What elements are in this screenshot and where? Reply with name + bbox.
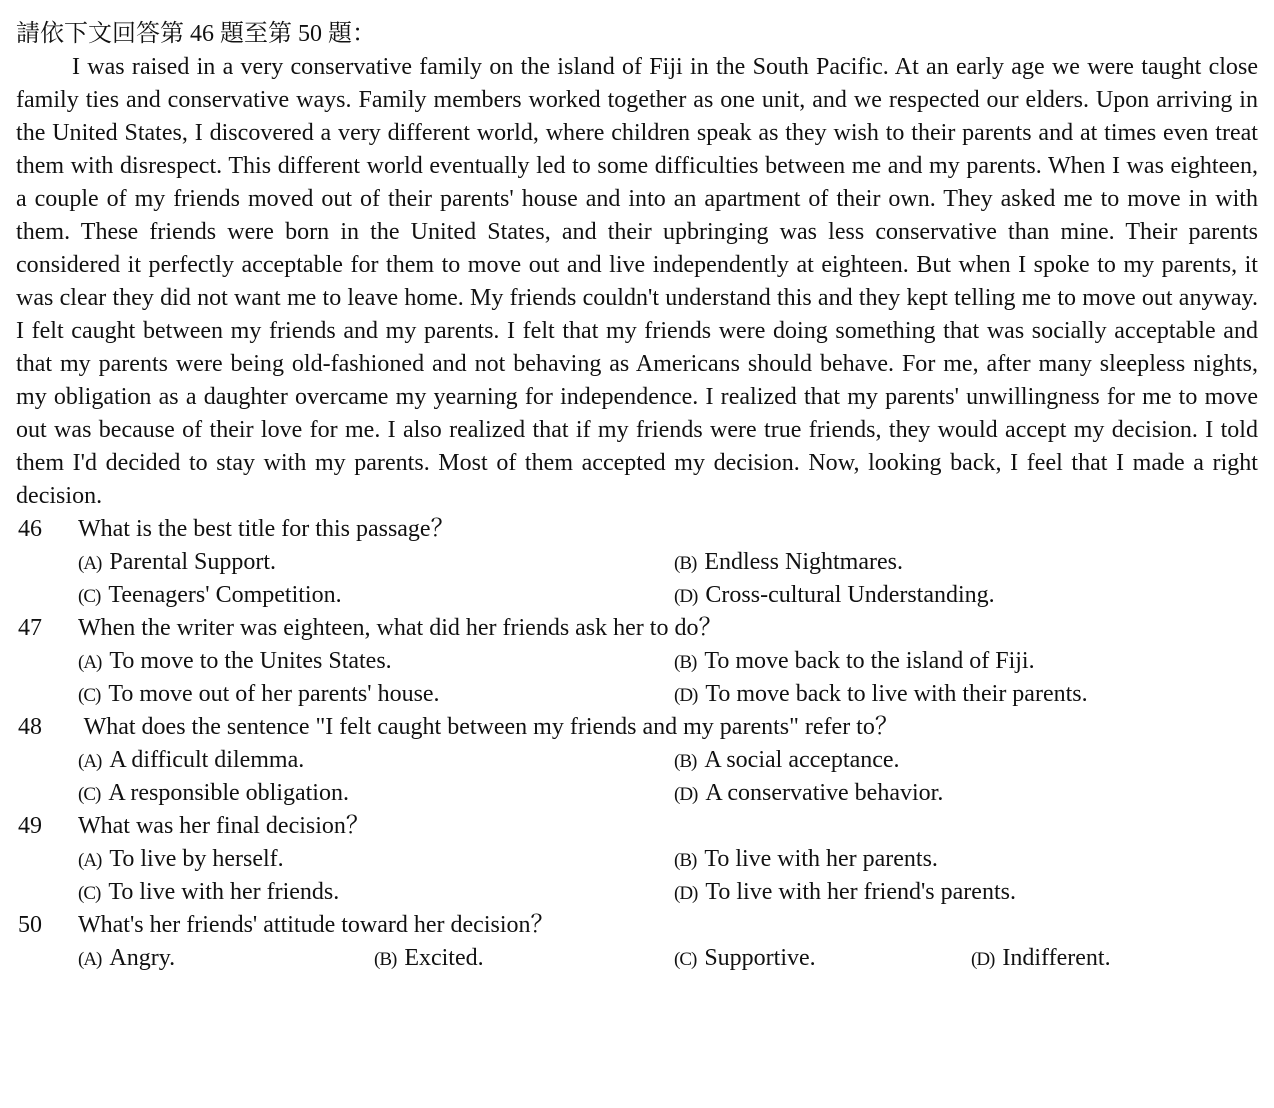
option-text: To live with her friend's parents. <box>705 879 1016 905</box>
option-mark: (D) <box>674 586 698 607</box>
option-text: Parental Support. <box>109 549 277 575</box>
option-mark: (B) <box>674 850 697 871</box>
option-mark: (C) <box>78 685 101 706</box>
option-c <box>78 579 342 613</box>
option-text: To move to the Unites States. <box>109 648 392 674</box>
option-row <box>16 744 1258 777</box>
question-text: What is the best title for this passage？ <box>78 516 455 542</box>
option-text: To live by herself. <box>109 846 284 872</box>
option-row <box>16 579 1258 612</box>
option-text: A social acceptance. <box>704 747 900 773</box>
option-c <box>78 876 339 910</box>
option-row <box>16 942 1258 975</box>
exam-page <box>16 18 1258 975</box>
option-a <box>78 744 304 778</box>
option-d <box>971 942 1111 976</box>
option-d <box>674 579 995 613</box>
option-text: A responsible obligation. <box>108 780 349 806</box>
option-mark: (A) <box>78 652 102 673</box>
option-a <box>78 645 392 679</box>
question-48 <box>16 711 1258 744</box>
reading-passage: I was raised in a very conservative family on the island of Fiji in the South Pacific. At an early age we were taught close family ties and conservative ways. Family members worked together as one unit, and we respected our elders. Upon arriving in the United States, I discovered a very different world, where children speak as they wish to their parents and at times even treat them with disrespect. This different world eventually led to some difficulties between me and my parents. When I was eighteen, a couple of my friends moved out of their parents' house and into an apartment of their own. They asked me to move in with them. These friends were born in the United States, and their upbringing was less conservative than mine. Their parents considered it perfectly acceptable for them to move out and live independently at eighteen. But when I spoke to my parents, it was clear they did not want me to leave home. My friends couldn't understand this and they kept telling me to move out anyway. I felt caught between my friends and my parents. I felt that my friends were doing something that was socially acceptable and that my parents were being old-fashioned and not behaving as Americans should behave. For me, after many sleepless nights, my obligation as a daughter overcame my yearning for independence. I realized that my parents' unwillingness for me to move out was because of their love for me. I also realized that if my friends were true friends, they would accept my decision. I told them I'd decided to stay with my parents. Most of them accepted my decision. Now, looking back, I feel that I made a right decision. <box>16 54 1258 509</box>
option-b <box>374 942 484 976</box>
option-row <box>16 645 1258 678</box>
option-text: Endless Nightmares. <box>704 549 903 575</box>
option-mark: (A) <box>78 949 102 970</box>
question-number: 49 <box>18 813 42 839</box>
option-text: To live with her friends. <box>108 879 340 905</box>
question-number: 47 <box>18 615 42 641</box>
option-d <box>674 876 1016 910</box>
instruction-heading: 請依下文回答第 46 題至第 50 題： <box>16 21 376 47</box>
option-c <box>674 942 816 976</box>
option-a <box>78 942 175 976</box>
question-text: What was her final decision？ <box>78 813 370 839</box>
option-mark: (C) <box>78 883 101 904</box>
option-mark: (B) <box>674 553 697 574</box>
option-d <box>674 678 1088 712</box>
option-mark: (A) <box>78 850 102 871</box>
question-49 <box>16 810 1258 843</box>
option-text: A conservative behavior. <box>705 780 944 806</box>
option-text: Teenagers' Competition. <box>108 582 342 608</box>
option-text: To move back to live with their parents. <box>705 681 1088 707</box>
option-text: A difficult dilemma. <box>109 747 305 773</box>
option-mark: (C) <box>78 586 101 607</box>
question-text: When the writer was eighteen, what did her friends ask her to do？ <box>78 615 723 641</box>
option-mark: (D) <box>674 784 698 805</box>
option-row <box>16 546 1258 579</box>
option-mark: (D) <box>971 949 995 970</box>
option-b <box>674 645 1035 679</box>
option-row <box>16 876 1258 909</box>
question-50 <box>16 909 1258 942</box>
option-text: Indifferent. <box>1002 945 1111 971</box>
option-b <box>674 546 903 580</box>
option-mark: (A) <box>78 751 102 772</box>
question-text: What's her friends' attitude toward her decision？ <box>78 912 555 938</box>
option-mark: (D) <box>674 883 698 904</box>
option-text: Supportive. <box>704 945 816 971</box>
option-c <box>78 678 440 712</box>
question-number: 48 <box>18 714 42 740</box>
option-row <box>16 777 1258 810</box>
option-mark: (A) <box>78 553 102 574</box>
option-mark: (C) <box>78 784 101 805</box>
option-a <box>78 843 284 877</box>
option-text: To move back to the island of Fiji. <box>704 648 1035 674</box>
question-text: What does the sentence "I felt caught between my friends and my parents" refer to？ <box>78 714 899 740</box>
question-number: 50 <box>18 912 42 938</box>
option-text: Excited. <box>404 945 484 971</box>
option-text: To live with her parents. <box>704 846 938 872</box>
option-a <box>78 546 276 580</box>
option-mark: (D) <box>674 685 698 706</box>
option-b <box>674 843 938 877</box>
question-number: 46 <box>18 516 42 542</box>
question-47 <box>16 612 1258 645</box>
option-text: Angry. <box>109 945 176 971</box>
option-mark: (B) <box>374 949 397 970</box>
question-46 <box>16 513 1258 546</box>
option-c <box>78 777 349 811</box>
option-text: Cross-cultural Understanding. <box>705 582 995 608</box>
option-d <box>674 777 943 811</box>
option-row <box>16 843 1258 876</box>
option-text: To move out of her parents' house. <box>108 681 440 707</box>
option-b <box>674 744 900 778</box>
option-mark: (C) <box>674 949 697 970</box>
option-row <box>16 678 1258 711</box>
option-mark: (B) <box>674 652 697 673</box>
option-mark: (B) <box>674 751 697 772</box>
